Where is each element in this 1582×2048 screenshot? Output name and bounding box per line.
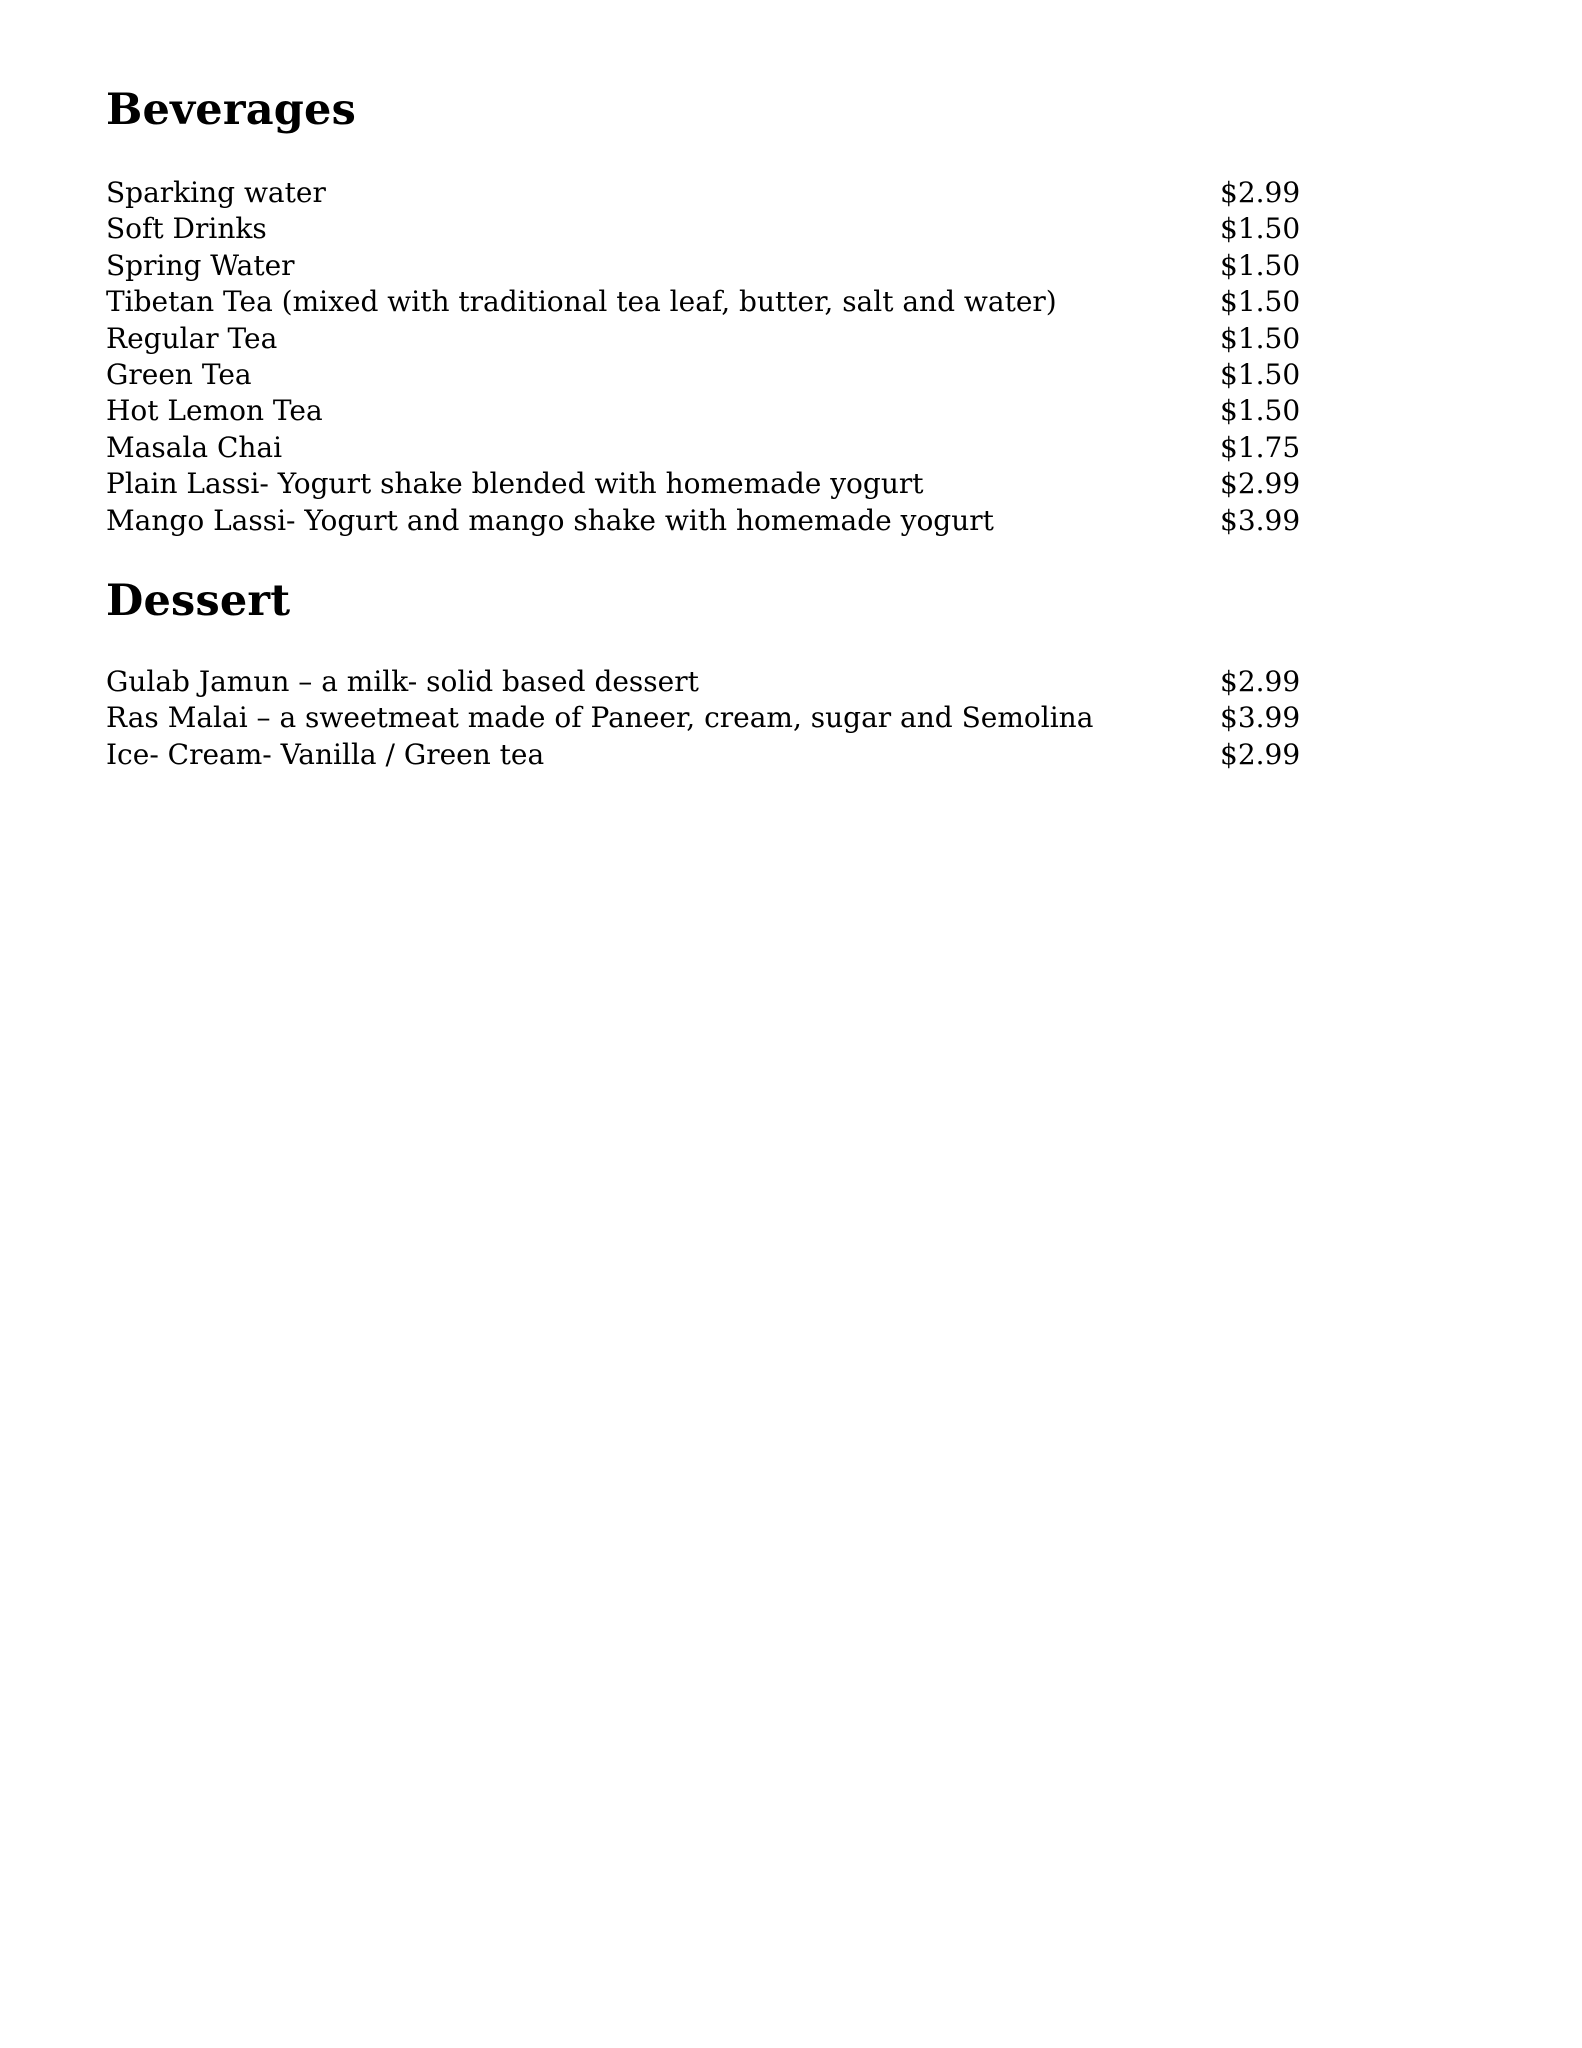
item-name: Masala Chai — [106, 430, 283, 464]
item-name: Hot Lemon Tea — [106, 394, 323, 428]
menu-item — [106, 211, 1326, 247]
item-price: $2.99 — [1220, 176, 1301, 209]
item-price: $1.50 — [1220, 394, 1301, 428]
item-price: $1.50 — [1220, 248, 1301, 282]
item-name: Tibetan Tea (mixed with traditional tea leaf, butter, salt and water) — [106, 285, 1057, 319]
item-price: $1.50 — [1220, 212, 1301, 246]
beverages-heading: Beverages — [106, 85, 356, 135]
menu-item — [106, 430, 1326, 466]
menu-page — [106, 0, 1326, 2048]
menu-item — [106, 357, 1326, 393]
menu-item — [106, 393, 1326, 429]
item-price: $2.99 — [1220, 737, 1301, 771]
menu-item — [106, 466, 1326, 502]
beverages-list — [106, 175, 1326, 539]
item-name: Ras Malai – a sweetmeat made of Paneer, cream, sugar and Semolina — [106, 701, 1094, 735]
menu-item — [106, 321, 1326, 357]
item-name: Green Tea — [106, 357, 252, 391]
item-name: Mango Lassi- Yogurt and mango shake with homemade yogurt — [106, 503, 994, 537]
menu-item — [106, 284, 1326, 320]
menu-item — [106, 503, 1326, 539]
item-name: Plain Lassi- Yogurt shake blended with homemade yogurt — [106, 467, 924, 501]
item-name: Sparking water — [106, 176, 326, 209]
menu-item — [106, 664, 1326, 700]
dessert-list — [106, 664, 1326, 773]
item-price: $1.50 — [1220, 321, 1301, 355]
item-price: $2.99 — [1220, 467, 1301, 501]
item-price: $1.50 — [1220, 285, 1301, 319]
menu-item — [106, 700, 1326, 736]
dessert-heading: Dessert — [106, 576, 291, 626]
item-name: Ice- Cream- Vanilla / Green tea — [106, 737, 545, 771]
item-price: $3.99 — [1220, 503, 1301, 537]
menu-item — [106, 175, 1326, 211]
item-name: Gulab Jamun – a milk- solid based dessert — [106, 665, 699, 698]
item-price: $1.50 — [1220, 357, 1301, 391]
item-name: Soft Drinks — [106, 212, 267, 246]
item-price: $1.75 — [1220, 430, 1301, 464]
item-price: $3.99 — [1220, 701, 1301, 735]
item-name: Regular Tea — [106, 321, 278, 355]
menu-item — [106, 737, 1326, 773]
item-name: Spring Water — [106, 248, 295, 282]
menu-item — [106, 248, 1326, 284]
item-price: $2.99 — [1220, 665, 1301, 698]
